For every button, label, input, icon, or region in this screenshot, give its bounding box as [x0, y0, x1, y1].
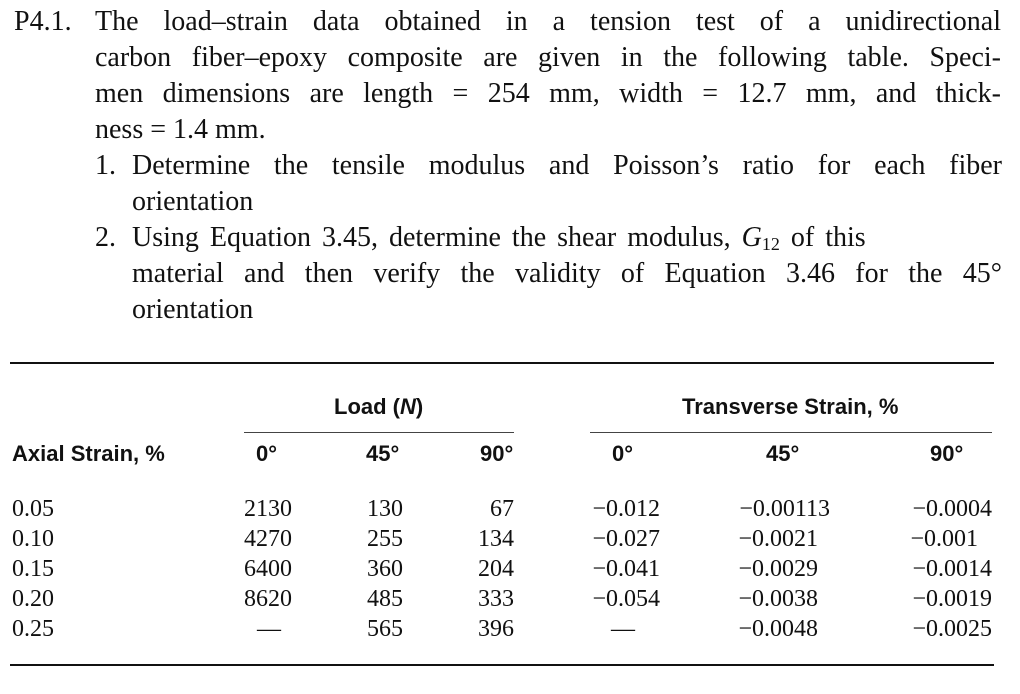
problem-line-4 — [14, 112, 1004, 148]
table-cell: 134 — [478, 526, 514, 552]
transverse-group-header: Transverse Strain, % — [682, 394, 899, 419]
item-2-text-2: material and then verify the validity of Equation 3.46 for the 45° — [132, 258, 1002, 289]
problem-line-2 — [14, 40, 1004, 76]
table-cell: −0.0048 — [738, 616, 818, 642]
shear-modulus-symbol: G — [741, 222, 762, 253]
table-cell: −0.0019 — [912, 586, 992, 612]
problem-text-3: men dimensions are length = 254 mm, width = 12.7 mm, and thick- — [95, 78, 1001, 109]
table-cell: −0.054 — [592, 586, 660, 612]
table-cell: −0.0004 — [912, 496, 992, 522]
table-cell: 565 — [367, 616, 403, 642]
table-cell: — — [611, 616, 635, 642]
col-header-axial-strain: Axial Strain, % — [12, 441, 165, 466]
table-cell: 2130 — [244, 496, 292, 522]
table-cell: −0.0029 — [738, 556, 818, 582]
problem-line-1 — [14, 4, 1004, 40]
item-2-line-3 — [14, 292, 1004, 328]
item-1-text-1: Determine the tensile modulus and Poisson’s ratio for each fiber — [132, 150, 1002, 181]
item-1-line-2 — [14, 184, 1004, 220]
table-cell: −0.0021 — [738, 526, 818, 552]
table-cell: 0.05 — [12, 496, 54, 522]
item-1-line-1 — [14, 148, 1004, 184]
table-cell: 67 — [490, 496, 514, 522]
table-cell: 333 — [478, 586, 514, 612]
table-top-rule — [10, 362, 994, 364]
item-2-number: 2. — [95, 222, 116, 253]
table-cell: 4270 — [244, 526, 292, 552]
item-2-text-1a: Using Equation 3.45, determine the shear modulus, — [132, 222, 742, 253]
table-cell: −0.00113 — [739, 496, 830, 522]
shear-modulus-subscript: 12 — [761, 234, 780, 254]
item-2-text-3: orientation — [132, 294, 254, 325]
table-cell: 204 — [478, 556, 514, 582]
col-header-load-0: 0° — [256, 441, 278, 466]
transverse-group-rule — [590, 432, 992, 433]
item-1-number: 1. — [95, 150, 116, 181]
table-cell: −0.0014 — [912, 556, 992, 582]
col-header-load-45: 45° — [366, 441, 400, 466]
table-cell: 0.10 — [12, 526, 54, 552]
table-cell: −0.0025 — [912, 616, 992, 642]
problem-text-1: The load–strain data obtained in a tension test of a unidirectional — [95, 6, 1001, 37]
table-cell: 6400 — [244, 556, 292, 582]
table-cell: −0.001 — [910, 526, 978, 552]
col-header-trans-45: 45° — [766, 441, 800, 466]
item-2-text-1b: of this — [779, 222, 866, 253]
load-group-header-text: Load (N) — [334, 394, 424, 419]
table-cell: −0.027 — [592, 526, 660, 552]
problem-label: P4.1. — [14, 6, 72, 37]
problem-statement — [14, 4, 1004, 328]
col-header-trans-0: 0° — [612, 441, 634, 466]
table-cell: 8620 — [244, 586, 292, 612]
load-group-rule — [244, 432, 514, 433]
item-2-line-1 — [14, 220, 1004, 256]
problem-text-4: ness = 1.4 mm. — [95, 114, 266, 145]
load-group-header — [334, 394, 423, 420]
table-cell: 130 — [367, 496, 403, 522]
table-cell: 0.15 — [12, 556, 54, 582]
problem-text-2: carbon fiber–epoxy composite are given in the following table. Speci- — [95, 42, 1001, 73]
table-cell: 396 — [478, 616, 514, 642]
table-cell: 360 — [367, 556, 403, 582]
table-cell: 0.25 — [12, 616, 54, 642]
table-cell: — — [257, 616, 281, 642]
table-cell: 0.20 — [12, 586, 54, 612]
table-cell: −0.012 — [592, 496, 660, 522]
table-cell: −0.0038 — [738, 586, 818, 612]
table-cell: 255 — [367, 526, 403, 552]
table-cell: −0.041 — [592, 556, 660, 582]
col-header-load-90: 90° — [480, 441, 514, 466]
item-1-text-2: orientation — [132, 186, 254, 217]
problem-line-3 — [14, 76, 1004, 112]
item-2-line-2 — [14, 256, 1004, 292]
table-cell: 485 — [367, 586, 403, 612]
col-header-trans-90: 90° — [930, 441, 964, 466]
table-bottom-rule — [10, 664, 994, 666]
